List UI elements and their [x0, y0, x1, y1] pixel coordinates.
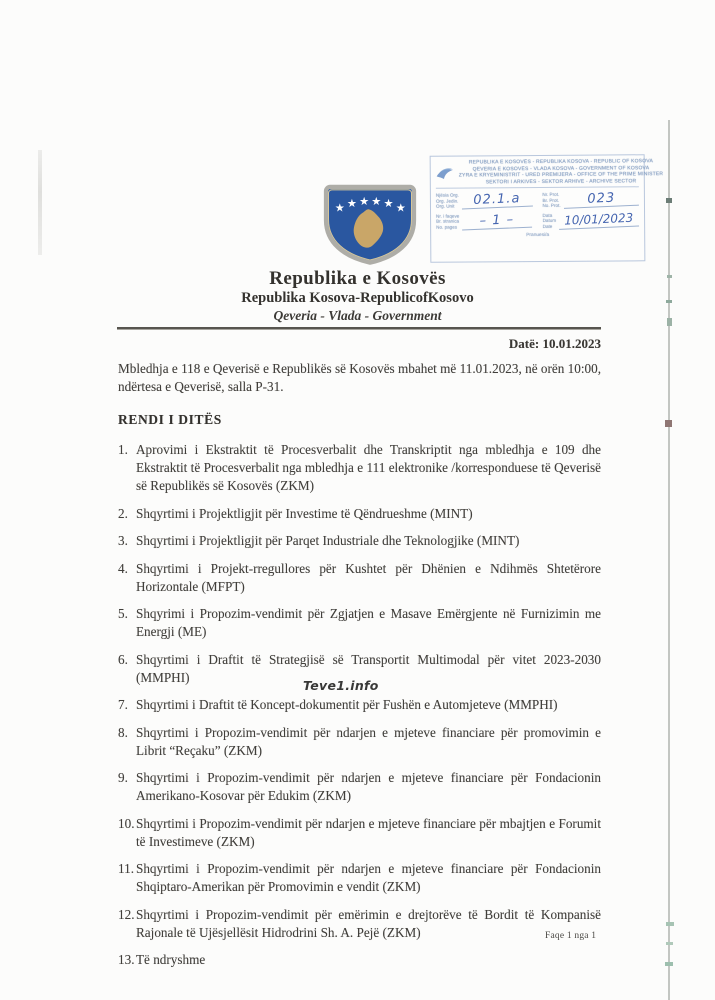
scan-artifact	[666, 198, 672, 203]
stamp-field-label: Br. Prot.	[542, 197, 560, 203]
stamp-handwritten-protocol-no: 023	[563, 189, 639, 208]
stamp-bird-icon	[436, 164, 456, 182]
government-line: Qeveria - Vlada - Government	[273, 308, 442, 323]
agenda-item-text: Shqyrtimi i Draftit të Strategjisë së Transportit Multimodal për vitet 2023-2030 (MMPHI)	[136, 651, 601, 685]
stamp-field-label: Datum	[542, 218, 557, 224]
page-number-footer: Faqe 1 nga 1	[545, 931, 597, 941]
stamp-header-line: QEVERIA E KOSOVËS - VLADA KOSOVA - GOVERNMENT OF KOSOVA	[472, 164, 650, 172]
agenda-item-number: 13.	[118, 952, 135, 967]
header-divider-rule	[117, 327, 601, 331]
archive-stamp	[430, 154, 664, 262]
agenda-item	[118, 769, 601, 805]
agenda-item-number: 7.	[118, 697, 128, 712]
agenda-item	[118, 560, 601, 596]
stamp-header-line: ZYRA E KRYEMINISTRIT - URED PREMIJERA - OFFICE OF THE PRIME MINISTER	[458, 171, 664, 179]
agenda-item-number: 1.	[118, 442, 128, 457]
agenda-item-number: 9.	[118, 770, 128, 785]
agenda-item-number: 4.	[118, 560, 128, 576]
agenda-item-text: Shqyrtimi i Propozim-vendimit për emërimin e drejtorëve të Bordit të Kompanisë Rajonale të Ujësjellësit Hidrodrini Sh. A. Pejë (ZKM)	[136, 906, 601, 940]
svg-text:★: ★	[346, 196, 357, 210]
agenda-item	[118, 696, 601, 714]
agenda-item-text: Të ndryshme	[136, 952, 206, 967]
agenda-item	[118, 860, 601, 896]
scan-artifact	[665, 420, 672, 427]
svg-text:★: ★	[371, 194, 382, 208]
stamp-header-line: SEKTORI I ARKIVËS - SEKTOR ARHIVE - ARCHIVE SECTOR	[485, 177, 637, 185]
document-header	[0, 268, 715, 324]
agenda-item	[118, 951, 601, 969]
agenda-item-text: Aprovimi i Ekstraktit të Procesverbalit dhe Transkriptit nga mbledhja e 109 dhe Ekstraktit të Procesverbalit nga mbledhja e 111 elektronike /korresponduese të Qeverisë së Republikës së Kosovës (ZKM)	[136, 442, 601, 493]
agenda-item	[118, 441, 601, 495]
stamp-field-date	[543, 212, 640, 229]
stamp-handwritten-org-unit: 02.1.a	[461, 190, 532, 209]
agenda-item-text: Shqyrtimi i Projektligjit për Investime të Qëndrueshme (MINT)	[136, 505, 473, 521]
agenda-item-number: 5.	[118, 606, 128, 621]
stamp-handwritten-pages-no: – 1 –	[462, 211, 533, 230]
agenda-item-text: Shqyrtimi i Projektligjit për Parqet Industriale dhe Teknologjike (MINT)	[136, 533, 520, 548]
document-body	[118, 336, 601, 979]
scan-artifact-right-edge-line	[668, 120, 670, 1000]
agenda-item-text: Shqyrtimi i Propozim-vendimit për ndarjen e mjeteve financiare për promovimin e Librit “Reçaku” (ZKM)	[136, 724, 601, 758]
agenda-item-text: Shqyrtimi i Projekt-rregullores për Kushtet për Dhënien e Ndihmës Shtetërore Horizontale (MFPT)	[136, 560, 601, 594]
stamp-field-label: Date	[542, 223, 553, 229]
agenda-item-text: Shqyrtimi i Propozim-vendimit për ndarjen e mjeteve financiare për mbajtjen e Forumit të Investimeve (ZKM)	[136, 815, 601, 849]
stamp-field-label: No. Prot.	[542, 203, 561, 209]
agenda-item-number: 8.	[118, 724, 128, 740]
agenda-item-text: Shqyrtimi i Propozim-vendimit për ndarjen e mjeteve financiare për Fondacionin Shqiptaro-Amerikan për Promovimin e vendit (ZKM)	[136, 861, 601, 894]
stamp-field-label: Br. stranica	[436, 218, 460, 225]
agenda-item	[118, 815, 601, 851]
scan-artifact	[666, 300, 672, 303]
agenda-item-number: 3.	[118, 533, 128, 548]
agenda-item-number: 10.	[118, 815, 135, 831]
agenda-item-text: Shqyrimi i Propozim-vendimit për Zgjatjen e Masave Emërgjente në Furnizimin me Energji (ME)	[136, 606, 601, 639]
stamp-handwritten-date: 10/01/2023	[559, 210, 640, 229]
republic-title: Republika e Kosovës	[269, 268, 446, 289]
shield-icon	[321, 183, 419, 265]
teve1-info-watermark: Teve1.info	[303, 678, 379, 693]
agenda-heading: RENDI I DITËS	[118, 412, 222, 427]
stamp-header	[436, 158, 664, 188]
stamp-field-label: Org. Unit	[435, 203, 455, 209]
svg-text:★: ★	[359, 194, 370, 208]
stamp-header-line: REPUBLIKA E KOSOVËS - REPUBLIKA KOSOVA - REPUBLIC OF KOSOVA	[468, 158, 654, 166]
stamp-field-label: No. pages	[436, 224, 458, 230]
scan-artifact-left-smudge	[38, 150, 42, 255]
stamp-field-protocol-no	[542, 191, 639, 208]
agenda-item	[118, 605, 601, 641]
stamp-field-pages-no	[436, 213, 533, 230]
stamp-receiver-label: Pranuesi/a	[526, 232, 550, 238]
scan-artifact	[667, 318, 672, 326]
stamp-field-label: Nr. i faqeve	[436, 213, 460, 219]
svg-text:★: ★	[383, 196, 394, 210]
scan-artifact	[667, 275, 672, 278]
republic-subtitle: Republika Kosova-RepublicofKosovo	[241, 290, 474, 306]
svg-text:★: ★	[334, 201, 345, 215]
kosovo-coat-of-arms	[321, 183, 419, 265]
agenda-item-text: Shqyrtimi i Draftit të Koncept-dokumentit për Fushën e Automjeteve (MMPHI)	[136, 697, 558, 712]
scan-artifact	[666, 942, 673, 945]
stamp-field-label: Data	[542, 212, 553, 218]
svg-text:★: ★	[395, 201, 406, 215]
stamp-field-label: Njësia Org.	[435, 192, 459, 198]
document-date: Datë: 10.01.2023	[508, 336, 601, 351]
stamp-field-label: Org. Jedin.	[435, 198, 459, 204]
scan-artifact	[665, 962, 673, 966]
agenda-item	[118, 724, 601, 760]
agenda-item-text: Shqyrtimi i Propozim-vendimit për ndarjen e mjeteve financiare për Fondacionin Amerikano-Kosovar për Edukim (ZKM)	[136, 770, 601, 803]
meeting-intro-paragraph: Mbledhja e 118 e Qeverisë e Republikës së Kosovës mbahet më 11.01.2023, në orën 10:00, ndërtesa e Qeverisë, salla P-31.	[118, 361, 601, 394]
agenda-item	[118, 505, 601, 523]
stamp-field-org-unit	[436, 192, 533, 209]
agenda-item-number: 6.	[118, 651, 128, 667]
agenda-item-number: 2.	[118, 505, 128, 521]
agenda-item	[118, 532, 601, 550]
agenda-list	[118, 441, 601, 969]
agenda-item-number: 11.	[118, 861, 134, 876]
scan-artifact	[666, 922, 674, 926]
agenda-item-number: 12.	[118, 906, 135, 922]
agenda-item	[118, 906, 601, 942]
stamp-field-label: Nr. Prot.	[542, 191, 560, 197]
